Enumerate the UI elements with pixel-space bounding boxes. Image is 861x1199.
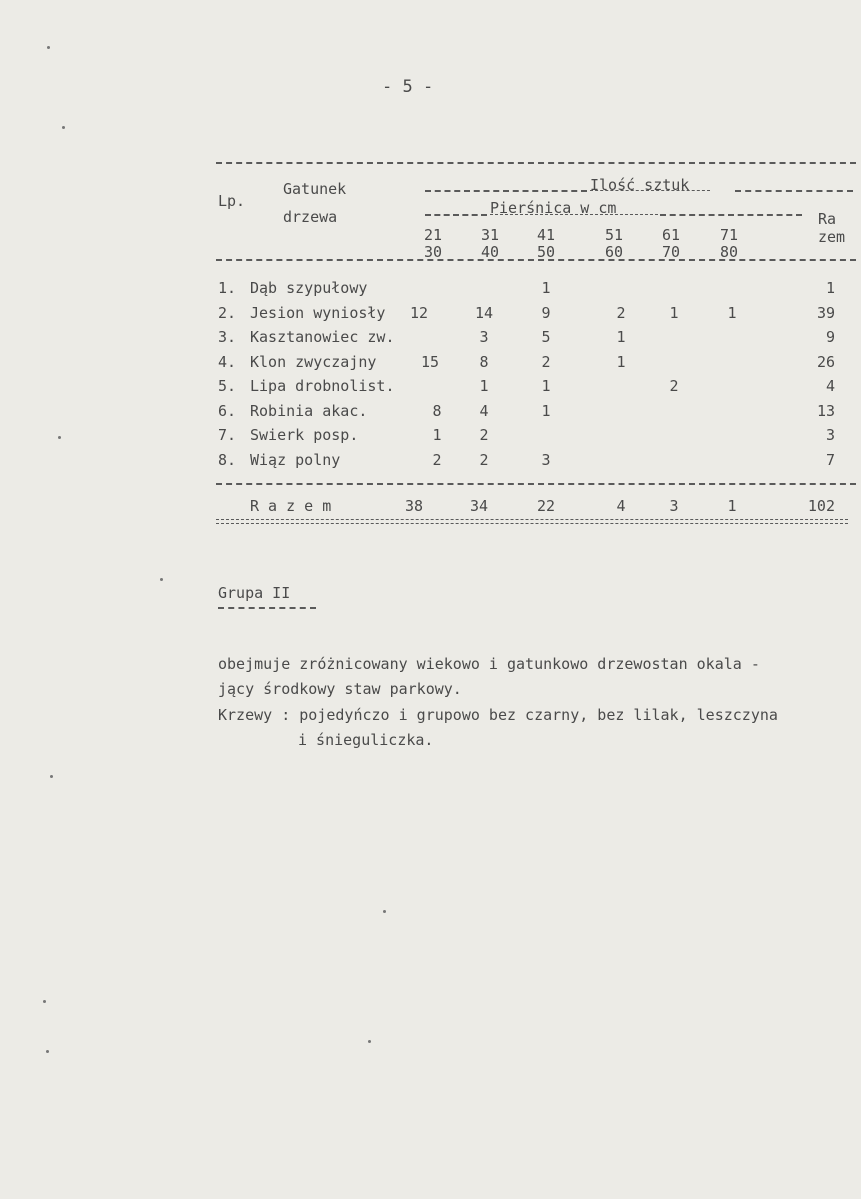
row-lp: 2. (218, 304, 237, 322)
row-species: Jesion wyniosły (250, 304, 386, 322)
scan-speck (368, 1040, 371, 1043)
group-title: Grupa II (218, 584, 291, 602)
row-value: 3 (479, 328, 489, 346)
row-value: 9 (541, 304, 551, 322)
scan-speck (46, 1050, 49, 1053)
sum-value: 4 (616, 497, 626, 515)
row-lp: 7. (218, 426, 237, 444)
row-value: 1 (479, 377, 489, 395)
sum-total: 102 (807, 497, 835, 515)
row-total: 3 (825, 426, 835, 444)
header-quantity-underline (590, 190, 710, 191)
range-top: 71 (719, 226, 739, 244)
header-total-line1: Ra (818, 210, 837, 228)
table-body-bottom-rule (216, 483, 856, 485)
row-species: Robinia akac. (250, 402, 368, 420)
header-species-line1: Gatunek (283, 180, 347, 198)
header-qty-rule-left (425, 190, 587, 192)
group-text-line: obejmuje zróżnicowany wiekowo i gatunkowo drzewostan okala - (218, 655, 760, 673)
row-value: 5 (541, 328, 551, 346)
range-bottom: 40 (480, 243, 500, 261)
row-value: 12 (409, 304, 429, 322)
row-value: 2 (669, 377, 679, 395)
row-value: 4 (479, 402, 489, 420)
group-text-line: i śnieguliczka. (298, 731, 434, 749)
row-total: 1 (825, 279, 835, 297)
row-value: 2 (541, 353, 551, 371)
row-value: 1 (541, 377, 551, 395)
scan-speck (47, 46, 50, 49)
sum-value: 22 (536, 497, 556, 515)
header-total-line2: zem (818, 228, 846, 246)
row-species: Swierk posp. (250, 426, 359, 444)
row-lp: 4. (218, 353, 237, 371)
range-bottom: 80 (719, 243, 739, 261)
row-value: 2 (616, 304, 626, 322)
sum-label: R a z e m (250, 497, 332, 515)
scan-speck (58, 436, 61, 439)
row-species: Klon zwyczajny (250, 353, 377, 371)
row-value: 3 (541, 451, 551, 469)
row-total: 7 (825, 451, 835, 469)
range-bottom: 70 (661, 243, 681, 261)
row-value: 1 (616, 328, 626, 346)
row-value: 14 (474, 304, 494, 322)
row-total: 9 (825, 328, 835, 346)
sum-value: 1 (727, 497, 737, 515)
row-species: Dąb szypułowy (250, 279, 368, 297)
row-value: 8 (432, 402, 442, 420)
row-value: 1 (541, 279, 551, 297)
range-bottom: 30 (423, 243, 443, 261)
header-girth-underline (490, 214, 658, 215)
page-number: - 5 - (382, 77, 434, 97)
range-top: 51 (604, 226, 624, 244)
row-value: 2 (479, 451, 489, 469)
row-value: 1 (541, 402, 551, 420)
group-text-line: jący środkowy staw parkowy. (218, 680, 462, 698)
row-value: 2 (432, 451, 442, 469)
row-species: Lipa drobnolist. (250, 377, 395, 395)
row-lp: 1. (218, 279, 237, 297)
range-top: 21 (423, 226, 443, 244)
scan-speck (50, 775, 53, 778)
range-top: 41 (536, 226, 556, 244)
header-girth: Pierśnica w cm (490, 199, 617, 217)
scan-speck (62, 126, 65, 129)
header-bottom-rule (216, 259, 856, 261)
row-total: 39 (816, 304, 835, 322)
header-quantity: Ilość sztuk (590, 176, 690, 194)
row-lp: 8. (218, 451, 237, 469)
header-lp: Lp. (218, 192, 246, 210)
row-lp: 5. (218, 377, 237, 395)
row-total: 26 (816, 353, 835, 371)
scan-speck (43, 1000, 46, 1003)
scan-speck (383, 910, 386, 913)
row-value: 1 (669, 304, 679, 322)
row-value: 1 (616, 353, 626, 371)
row-species: Kasztanowiec zw. (250, 328, 395, 346)
row-value: 8 (479, 353, 489, 371)
scan-speck (160, 578, 163, 581)
row-lp: 6. (218, 402, 237, 420)
table-double-rule (216, 519, 848, 524)
header-girth-rule-right (660, 214, 802, 216)
group-title-underline (218, 607, 316, 609)
range-bottom: 60 (604, 243, 624, 261)
header-qty-rule-right (735, 190, 853, 192)
range-bottom: 50 (536, 243, 556, 261)
sum-value: 3 (669, 497, 679, 515)
row-total: 13 (816, 402, 835, 420)
sum-value: 38 (404, 497, 424, 515)
row-value: 2 (479, 426, 489, 444)
range-top: 31 (480, 226, 500, 244)
range-top: 61 (661, 226, 681, 244)
group-text-line: Krzewy : pojedyńczo i grupowo bez czarny, bez lilak, leszczyna (218, 706, 778, 724)
row-total: 4 (825, 377, 835, 395)
row-value: 15 (420, 353, 440, 371)
sum-value: 34 (469, 497, 489, 515)
header-girth-rule-left (425, 214, 487, 216)
row-value: 1 (727, 304, 737, 322)
row-lp: 3. (218, 328, 237, 346)
row-value: 1 (432, 426, 442, 444)
header-species-line2: drzewa (283, 208, 338, 226)
table-top-rule (216, 162, 856, 164)
row-species: Wiąz polny (250, 451, 341, 469)
